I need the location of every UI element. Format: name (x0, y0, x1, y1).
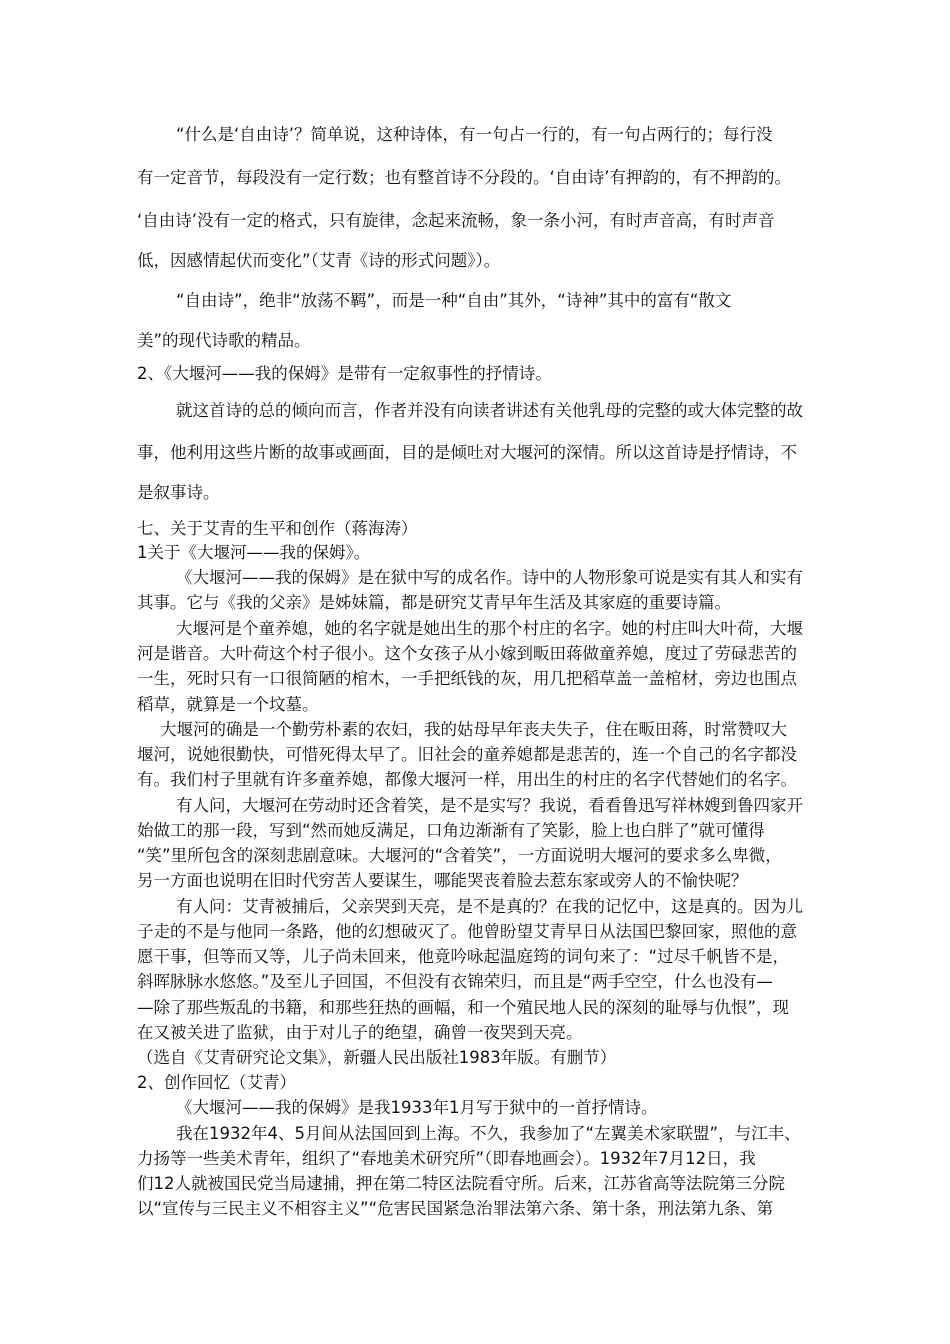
paragraph-line-29: 《大堰河——我的保姆》是我1933年1月写于狱中的一首抒情诗。 (176, 1098, 658, 1117)
paragraph-line-10: 《大堰河——我的保姆》是在狱中写的成名作。诗中的人物形象可说是实有其人和实有 (176, 568, 803, 587)
paragraph-line-28: 在又被关进了监狱，由于对儿子的绝望，确曾一夜哭到天亮。 (137, 1023, 583, 1042)
paragraph-line-31: 力扬等一些美术青年，组织了“春地美术研究所”（即春地画会）。1932年7月12日，我 (137, 1149, 756, 1168)
paragraph-line-19: 有人问，大堰河在劳动时还含着笑，是不是实写？我说，看看鲁迅写祥林嫂到鲁四家开 (176, 796, 803, 815)
paragraph-line-20: 始做工的那一段，写到“然而她反满足，口角边渐渐有了笑影，脸上也白胖了”就可懂得 (137, 821, 765, 840)
paragraph-line-27: —除了那些叛乱的书籍，和那些狂热的画幅，和一个殖民地人民的深刻的耻辱与仇恨”，现 (137, 998, 790, 1017)
paragraph-line-23: 有人问：艾青被捕后，父亲哭到天亮，是不是真的？在我的记忆中，这是真的。因为儿 (176, 897, 803, 916)
paragraph-line-16: 大堰河的确是一个勤劳朴素的农妇，我的姑母早年丧夫失子，住在畈田蒋，时常赞叹大 (160, 720, 787, 739)
source-citation: （选自《艾青研究论文集》，新疆人民出版社1983年版。有删节） (137, 1048, 617, 1067)
paragraph-line-24: 子走的不是与他同一条路，他的幻想破灭了。他曾盼望艾青早日从法国巴黎回家，照他的意 (137, 922, 797, 941)
paragraph-line-17: 堰河，说她很勤快，可惜死得太早了。旧社会的童养媳都是悲苦的，连一个自己的名字都没 (137, 745, 797, 764)
paragraph-line-11: 其事。它与《我的父亲》是姊妹篇，都是研究艾青早年生活及其家庭的重要诗篇。 (137, 593, 731, 612)
paragraph-line-33: 以“宣传与三民主义不相容主义”“危害民国紧急治罪法第六条、第十条，刑法第九条、第 (137, 1199, 774, 1218)
paragraph-line-30: 我在1932年4、5月间从法国回到上海。不久，我参加了“左翼美术家联盟”，与江丰、 (176, 1124, 801, 1143)
paragraph-line-12: 大堰河是个童养媳，她的名字就是她出生的那个村庄的名字。她的村庄叫大叶荷，大堰 (176, 619, 803, 638)
section-heading-7: 七、关于艾青的生平和创作（蒋海涛） (137, 519, 418, 538)
paragraph-line-5: “自由诗”，绝非“放荡不羁”，而是一种“自由”其外，“诗神”其中的富有“散文 (176, 291, 732, 310)
paragraph-line-7: 就这首诗的总的倾向而言，作者并没有向读者讲述有关他乳母的完整的或大体完整的故 (176, 401, 803, 420)
paragraph-line-9: 是叙事诗。 (137, 483, 220, 502)
paragraph-line-21: “笑”里所包含的深刻悲剧意味。大堰河的“含着笑”，一方面说明大堰河的要求多么卑微， (137, 846, 782, 865)
paragraph-line-25: 愿干事，但等而又等，儿子尚未回来，他竟吟咏起温庭筠的词句来了：“过尽千帆皆不是， (137, 947, 790, 966)
paragraph-line-22: 另一方面也说明在旧时代穷苦人要谋生，哪能哭丧着脸去惹东家或旁人的不愉快呢？ (137, 871, 748, 890)
paragraph-line-2: 有一定音节，每段没有一定行数；也有整首诗不分段的。‘自由诗’有押韵的，有不押韵的。 (137, 168, 791, 187)
paragraph-line-15: 稻草，就算是一个坟墓。 (137, 695, 319, 714)
paragraph-line-3: ‘自由诗’没有一定的格式，只有旋律，念起来流畅，象一条小河，有时声音高，有时声音 (137, 211, 775, 230)
subsection-heading-1: 1关于《大堰河——我的保姆》。 (137, 543, 371, 562)
paragraph-line-26: 斜晖脉脉水悠悠。”及至儿子回国，不但没有衣锦荣归，而且是“两手空空，什么也没有— (137, 972, 773, 991)
paragraph-line-13: 河是谐音。大叶荷这个村子很小。这个女孩子从小嫁到畈田蒋做童养媳，度过了劳碌悲苦的 (137, 644, 797, 663)
section-item-2: 2、《大堰河——我的保姆》是带有一定叙事性的抒情诗。 (137, 364, 552, 383)
paragraph-line-4: 低，因感情起伏而变化”（艾青《诗的形式问题》）。 (137, 251, 501, 270)
paragraph-line-32: 们12人就被国民党当局逮捕，押在第二特区法院看守所。后来，江苏省高等法院第三分院 (137, 1174, 785, 1193)
paragraph-line-6: 美”的现代诗歌的精品。 (137, 331, 311, 350)
paragraph-line-18: 有。我们村子里就有许多童养媳，都像大堰河一样，用出生的村庄的名字代替她们的名字。 (137, 770, 797, 789)
paragraph-line-8: 事，他利用这些片断的故事或画面，目的是倾吐对大堰河的深情。所以这首诗是抒情诗，不 (137, 443, 797, 462)
paragraph-line-14: 一生，死时只有一口很简陋的棺木，一手把纸钱的灰，用几把稻草盖一盖棺材，旁边也围点 (137, 669, 797, 688)
subsection-heading-2: 2、创作回忆（艾青） (137, 1073, 296, 1092)
paragraph-line-1: “什么是‘自由诗’？简单说，这种诗体，有一句占一行的，有一句占两行的；每行没 (176, 125, 773, 144)
